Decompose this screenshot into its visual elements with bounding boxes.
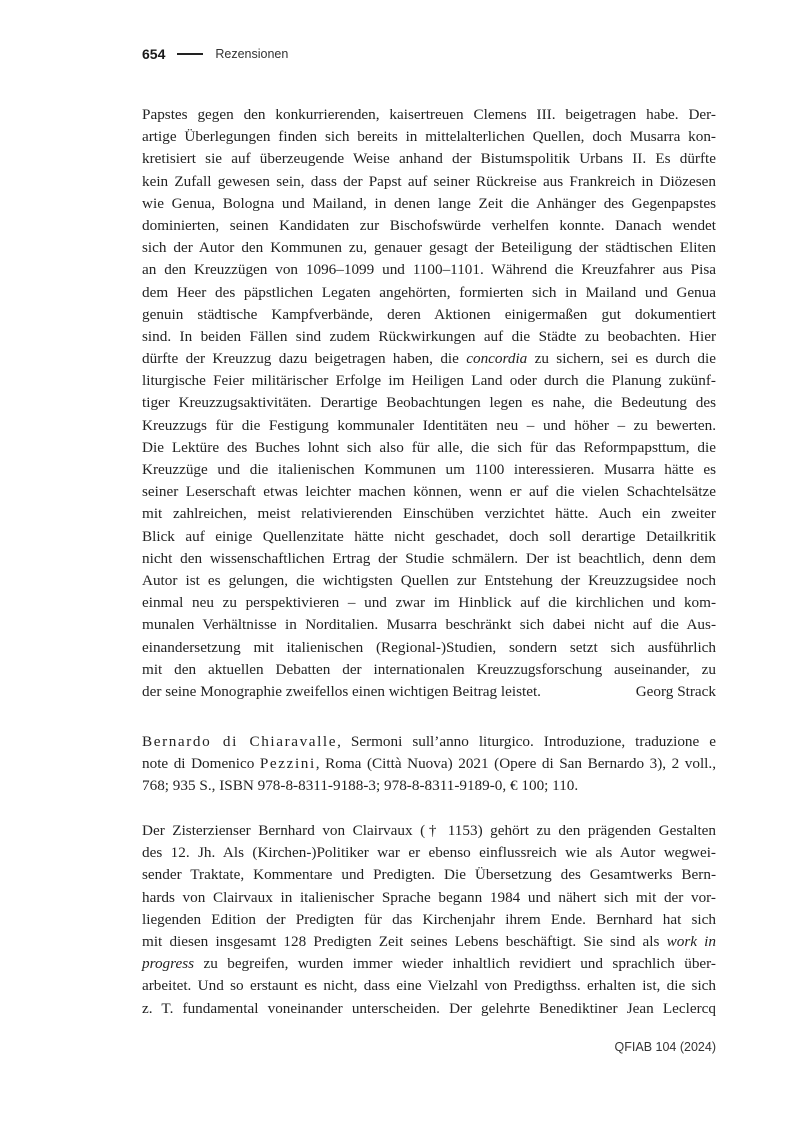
text-segment: der seine Monographie zweifellos einen wichtigen Beitrag leistet. bbox=[142, 682, 541, 700]
text-line: Kreuzzugs für die Festigung kommunaler Identitäten neu – und höher – zu bewerten. bbox=[142, 416, 716, 434]
text-line: liturgische Feier militärischer Erfolge im Heiligen Land oder durch die Planung zukünf- bbox=[142, 372, 716, 390]
text-line: an den Kreuzzügen von 1096–1099 und 1100–1101. Während die Kreuzfahrer aus Pisa bbox=[142, 261, 716, 279]
text-line: tiger Kreuzzugsaktivitäten. Derartige Beobachtungen legen es nahe, die Bedeutung des bbox=[142, 394, 716, 412]
text-line: mit zahlreichen, meist relativierenden Einschüben verzichtet hätte. Auch ein zweiter bbox=[142, 505, 716, 523]
text-segment: mit diesen insgesamt 128 Predigten Zeit seines Lebens beschäftigt. Sie sind als bbox=[142, 932, 667, 950]
text-segment: dürfte der Kreuzzug dazu beigetragen haben, die bbox=[142, 350, 467, 368]
journal-footer: QFIAB 104 (2024) bbox=[614, 1040, 716, 1054]
running-header bbox=[142, 43, 288, 65]
text-line: z. T. fundamental voneinander unterscheiden. Der gelehrte Benediktiner Jean Leclercq bbox=[142, 999, 716, 1017]
text-line: einmal neu zu perspektivieren – und zwar im Hinblick auf die kirchlichen und kom- bbox=[142, 594, 716, 612]
text-line: mit den aktuellen Debatten der internationalen Kreuzzugsforschung auseinander, zu bbox=[142, 660, 716, 678]
text-line: hards von Clairvaux in italienischer Sprache begann 1984 und nähert sich mit der vor- bbox=[142, 888, 716, 906]
text-line: sind. In beiden Fällen sind zudem Rückwirkungen auf die Städte zu beobachten. Hier bbox=[142, 327, 716, 345]
header-dash bbox=[177, 53, 203, 55]
text-line: dem Heer des päpstlichen Legaten angehörten, formierten sich in Mailand und Genua bbox=[142, 283, 716, 301]
text-line-work-in bbox=[142, 931, 716, 953]
text-line: munalen Verhältnisse in Norditalien. Musarra beschränkt sich dabei nicht auf die Aus- bbox=[142, 616, 716, 634]
text-segment: zu begreifen, wurden immer wieder inhaltlich revidiert und sprachlich über- bbox=[194, 955, 716, 973]
text-segment: zu sichern, sei es durch die bbox=[527, 350, 716, 368]
page-number: 654 bbox=[142, 46, 166, 62]
text-line: genuin städtische Kampfverbände, deren Aktionen einigermaßen gut dokumentiert bbox=[142, 305, 716, 323]
biblio-line bbox=[142, 753, 716, 775]
text-line: wie Genua, Bologna und Mailand, in denen lange Zeit die Anhänger des Gegenpapstes bbox=[142, 194, 716, 212]
text-line: seiner Leserschaft etwas leichter machen können, wenn er auf die vielen Schachtelsätze bbox=[142, 483, 716, 501]
text-line: arbeitet. Und so erstaunt es nicht, dass eine Vielzahl von Predigthss. erhalten ist, die sich bbox=[142, 977, 716, 995]
text-segment: note di Domenico bbox=[142, 755, 260, 773]
text-line-last bbox=[142, 681, 716, 703]
text-line: Autor ist es gelungen, die wichtigsten Quellen zur Entstehung der Kreuzzugsidee noch bbox=[142, 571, 716, 589]
text-line: sender Traktate, Kommentare und Predigten. Die Übersetzung des Gesamtwerks Bern- bbox=[142, 866, 716, 884]
text-line-concordia bbox=[142, 348, 716, 370]
italic-term: work in bbox=[666, 932, 716, 950]
text-line-progress bbox=[142, 953, 716, 975]
text-line: sich der Autor den Kommunen zu, genauer gesagt der Beteiligung der städtischen Eliten bbox=[142, 239, 716, 257]
review-text-1 bbox=[142, 104, 716, 703]
biblio-editor: Pezzini bbox=[259, 755, 316, 773]
text-line: Kreuzzüge und die italienischen Kommunen um 1100 interessieren. Musarra hätte es bbox=[142, 461, 716, 478]
italic-term: progress bbox=[142, 955, 195, 973]
text-line: kretisiert sie auf überzeugende Weise anhand der Bistumspolitik Urbans II. Es dürfte bbox=[142, 150, 716, 168]
bibliographic-entry bbox=[142, 731, 716, 798]
text-line: Papstes gegen den konkurrierenden, kaisertreuen Clemens III. beigetragen habe. Der- bbox=[142, 106, 716, 123]
text-line: artige Überlegungen finden sich bereits in mittelalterlichen Quellen, doch Musarra kon- bbox=[142, 128, 716, 146]
text-line: einandersetzung mit italienischen (Regional-)Studien, sondern setzt sich ausführlich bbox=[142, 638, 716, 656]
text-line: nicht den wissenschaftlichen Ertrag der Studie schmälern. Der ist beachtlich, denn dem bbox=[142, 549, 716, 567]
text-line: Blick auf einige Quellenzitate hätte nicht geschadet, doch soll derartige Detailkritik bbox=[142, 527, 716, 545]
text-line: des 12. Jh. Als (Kirchen-)Politiker war er ebenso einflussreich wie als Autor wegwei- bbox=[142, 844, 716, 862]
text-line: dominierten, seinen Kandidaten zur Bischofswürde verhelfen konnte. Danach wendet bbox=[142, 216, 716, 234]
text-line: Die Lektüre des Buches lohnt sich also für alle, die sich für das Reformpapsttum, die bbox=[142, 438, 716, 456]
reviewer-signature: Georg Strack bbox=[635, 682, 716, 700]
biblio-author: Bernardo di Chiaravalle bbox=[142, 733, 338, 750]
italic-term: concordia bbox=[466, 350, 528, 368]
review-text-2 bbox=[142, 820, 716, 1020]
section-title: Rezensionen bbox=[215, 47, 289, 61]
text-segment: , Roma (Città Nuova) 2021 (Opere di San Bernardo 3), 2 voll., bbox=[315, 755, 716, 773]
biblio-title: , Sermoni sull’anno liturgico. Introduzione, traduzione e bbox=[337, 733, 716, 750]
biblio-line: 768; 935 S., ISBN 978-8-8311-9188-3; 978-8-8311-9189-0, € 100; 110. bbox=[142, 777, 579, 795]
text-line: kein Zufall gewesen sein, dass der Papst auf seiner Rückreise aus Frankreich in Diözesen bbox=[142, 172, 716, 190]
text-line: Der Zisterzienser Bernhard von Clairvaux († 1153) gehört zu den prägenden Gestalten bbox=[142, 822, 716, 839]
biblio-line bbox=[142, 731, 716, 753]
text-line: liegenden Edition der Predigten für das Kirchenjahr ihrem Ende. Bernhard hat sich bbox=[142, 910, 716, 928]
